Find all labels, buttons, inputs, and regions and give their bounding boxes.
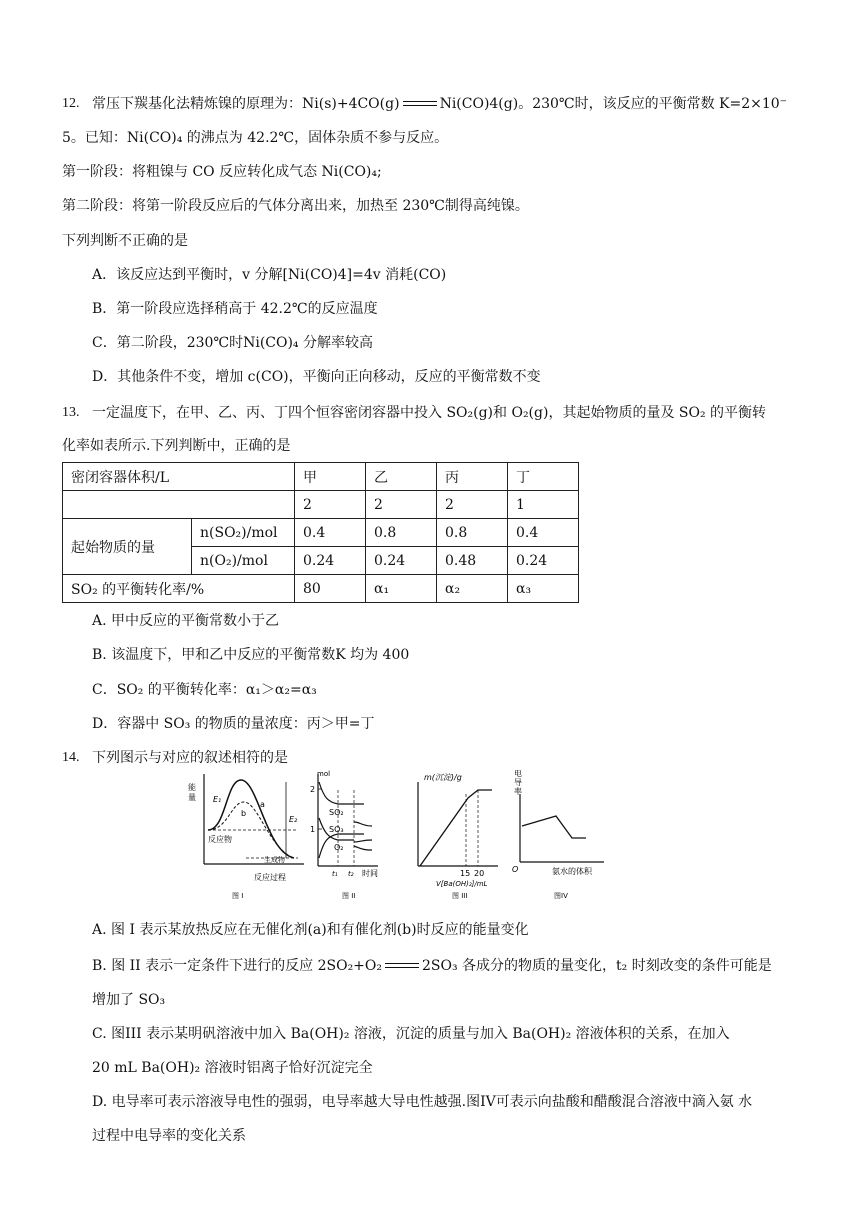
fig4-ylabel-1: 电 — [514, 770, 522, 778]
q12-text-line2: 5。已知：Ni(CO)₄ 的沸点为 42.2℃，固体杂质不参与反应。 — [62, 130, 449, 146]
conversion-cell: 80 — [295, 575, 366, 603]
q14-option-c-line2: 20 mL Ba(OH)₂ 溶液时铝离子恰好沉淀完全 — [92, 1060, 373, 1076]
fig2-t2: t₂ — [348, 870, 354, 878]
fig2-caption: 图 II — [342, 892, 356, 900]
q13-option-c: C．SO₂ 的平衡转化率：α₁＞α₂=α₃ — [92, 682, 317, 698]
fig4-ylabel-3: 率 — [514, 787, 522, 796]
fig2-so2: SO₂ — [329, 808, 344, 817]
o2-cell: 0.24 — [366, 547, 437, 575]
q14-question: 下列图示与对应的叙述相符的是 — [92, 750, 288, 766]
q14-option-b-a: B. 图 II 表示一定条件下进行的反应 2SO₂+O₂ — [92, 958, 383, 974]
conversion-cell: α₂ — [437, 575, 508, 603]
container-header: 甲 — [295, 463, 366, 491]
q14-option-c: C. 图III 表示某明矾溶液中加入 Ba(OH)₂ 溶液，沉淀的质量与加入 Ba(OH)₂ 溶液体积的关系，在加入 — [92, 1026, 730, 1042]
table-row — [63, 575, 579, 603]
q13-table — [62, 462, 579, 603]
fig1-ylabel-a: 能 — [188, 783, 196, 792]
q14-number: 14. — [62, 750, 80, 765]
volume-label-cell: 密闭容器体积/L — [63, 463, 295, 491]
volume-cell: 1 — [508, 491, 579, 519]
fig2-so3: SO₃ — [329, 825, 344, 834]
q13-text-line2: 化率如表所示.下列判断中，正确的是 — [62, 438, 291, 454]
q12-text-line1-b: Ni(CO)4(g)。230℃时，该反应的平衡常数 K=2×10⁻ — [439, 96, 788, 112]
fig1-b: b — [241, 809, 247, 818]
q14-figures — [186, 770, 616, 904]
fig1-xlabel: 反应过程 — [254, 873, 286, 882]
q12-option-d: D．其他条件不变，增加 c(CO)，平衡向正向移动，反应的平衡常数不变 — [92, 369, 541, 385]
o2-cell: 0.24 — [295, 547, 366, 575]
fig1-reactant: 反应物 — [208, 835, 232, 844]
q13-option-a: A. 甲中反应的平衡常数小于乙 — [92, 613, 280, 629]
start-amount-label: 起始物质的量 — [63, 519, 192, 575]
so2-cell: 0.8 — [366, 519, 437, 547]
equilibrium-arrow-icon — [403, 98, 437, 110]
q12-option-a: A．该反应达到平衡时，v 分解[Ni(CO)4]=4v 消耗(CO) — [92, 267, 447, 283]
fig1-e1: E₁ — [213, 795, 222, 804]
q12-text-line1-a: 常压下羰基化法精炼镍的原理为：Ni(s)+4CO(g) — [92, 96, 400, 112]
fig3-tick-15: 15 — [460, 869, 471, 878]
q14-option-d-line2: 过程中电导率的变化关系 — [92, 1128, 246, 1144]
q14-option-b — [92, 956, 772, 976]
figure-1 — [188, 774, 304, 900]
fig3-tick-20: 20 — [474, 869, 485, 878]
fig3-ylabel: m(沉淀)/g — [424, 773, 462, 782]
q13-number: 13. — [62, 405, 80, 420]
fig2-tick-2: 2 — [310, 785, 316, 794]
so2-cell: 0.4 — [295, 519, 366, 547]
so2-cell: 0.8 — [437, 519, 508, 547]
fig4-origin: O — [512, 865, 519, 874]
container-header: 丁 — [508, 463, 579, 491]
q14-option-a: A. 图 I 表示某放热反应在无催化剂(a)和有催化剂(b)时反应的能量变化 — [92, 922, 529, 938]
fig2-o2: O₂ — [334, 843, 344, 852]
figure-2 — [310, 770, 378, 900]
fig2-tick-1: 1 — [310, 825, 316, 834]
fig2-t1: t₁ — [332, 870, 338, 878]
q13-option-d: D．容器中 SO₃ 的物质的量浓度：丙＞甲=丁 — [92, 716, 375, 732]
conversion-cell: α₁ — [366, 575, 437, 603]
container-header: 丙 — [437, 463, 508, 491]
volume-cell: 2 — [366, 491, 437, 519]
so2-cell: 0.4 — [508, 519, 579, 547]
q14-option-b-line2: 增加了 SO₃ — [92, 992, 166, 1008]
table-row — [63, 519, 579, 547]
o2-cell: 0.48 — [437, 547, 508, 575]
fig3-caption: 图 III — [452, 892, 468, 900]
volume-cell: 2 — [295, 491, 366, 519]
fig1-ylabel-b: 量 — [188, 793, 196, 802]
figure-4 — [512, 770, 604, 900]
so2-label: n(SO₂)/mol — [192, 519, 295, 547]
table-row — [63, 463, 579, 491]
fig3-xlabel: V[Ba(OH)₂]/mL — [436, 880, 488, 888]
fig1-product: 生成物 — [264, 856, 285, 864]
conversion-cell: α₃ — [508, 575, 579, 603]
q12-number: 12. — [62, 96, 80, 111]
fig4-xlabel: 氨水的体积 — [552, 867, 592, 876]
q12-stage1: 第一阶段：将粗镍与 CO 反应转化成气态 Ni(CO)₄; — [62, 164, 382, 180]
fig2-unit: mol — [317, 770, 331, 778]
fig1-e2: E₂ — [289, 815, 298, 824]
q13-option-b: B. 该温度下，甲和乙中反应的平衡常数K 均为 400 — [92, 647, 410, 663]
o2-label: n(O₂)/mol — [192, 547, 295, 575]
fig2-xlabel: 时间 — [362, 869, 378, 878]
fig1-a: a — [260, 800, 265, 809]
q14-option-d: D. 电导率可表示溶液导电性的强弱，电导率越大导电性越强.图IV可表示向盐酸和醋酸混合溶液中滴入氨 水 — [92, 1094, 753, 1110]
curve-a — [208, 780, 294, 858]
fig1-caption: 图 I — [232, 892, 244, 900]
q12-option-b: B．第一阶段应选择稍高于 42.2℃的反应温度 — [92, 301, 378, 317]
q12-question: 下列判断不正确的是 — [62, 233, 188, 249]
conversion-label: SO₂ 的平衡转化率/% — [63, 575, 295, 603]
table-row — [63, 491, 579, 519]
q12-stage2: 第二阶段：将第一阶段反应后的气体分离出来，加热至 230℃制得高纯镍。 — [62, 198, 529, 214]
q12-text-line1 — [92, 94, 787, 114]
container-header: 乙 — [366, 463, 437, 491]
q13-text-line1: 一定温度下，在甲、乙、丙、丁四个恒容密闭容器中投入 SO₂(g)和 O₂(g)，其起始物质的量及 SO₂ 的平衡转 — [92, 405, 767, 421]
figure-3 — [418, 773, 498, 900]
blank-cell — [63, 491, 295, 519]
q12-option-c: C．第二阶段，230℃时Ni(CO)₄ 分解率较高 — [92, 335, 373, 351]
equilibrium-arrow-icon — [385, 960, 419, 972]
q14-option-b-b: 2SO₃ 各成分的物质的量变化，t₂ 时刻改变的条件可能是 — [422, 958, 772, 974]
fig4-ylabel-2: 导 — [514, 778, 522, 787]
volume-cell: 2 — [437, 491, 508, 519]
o2-cell: 0.24 — [508, 547, 579, 575]
fig4-caption: 图IV — [554, 892, 568, 900]
